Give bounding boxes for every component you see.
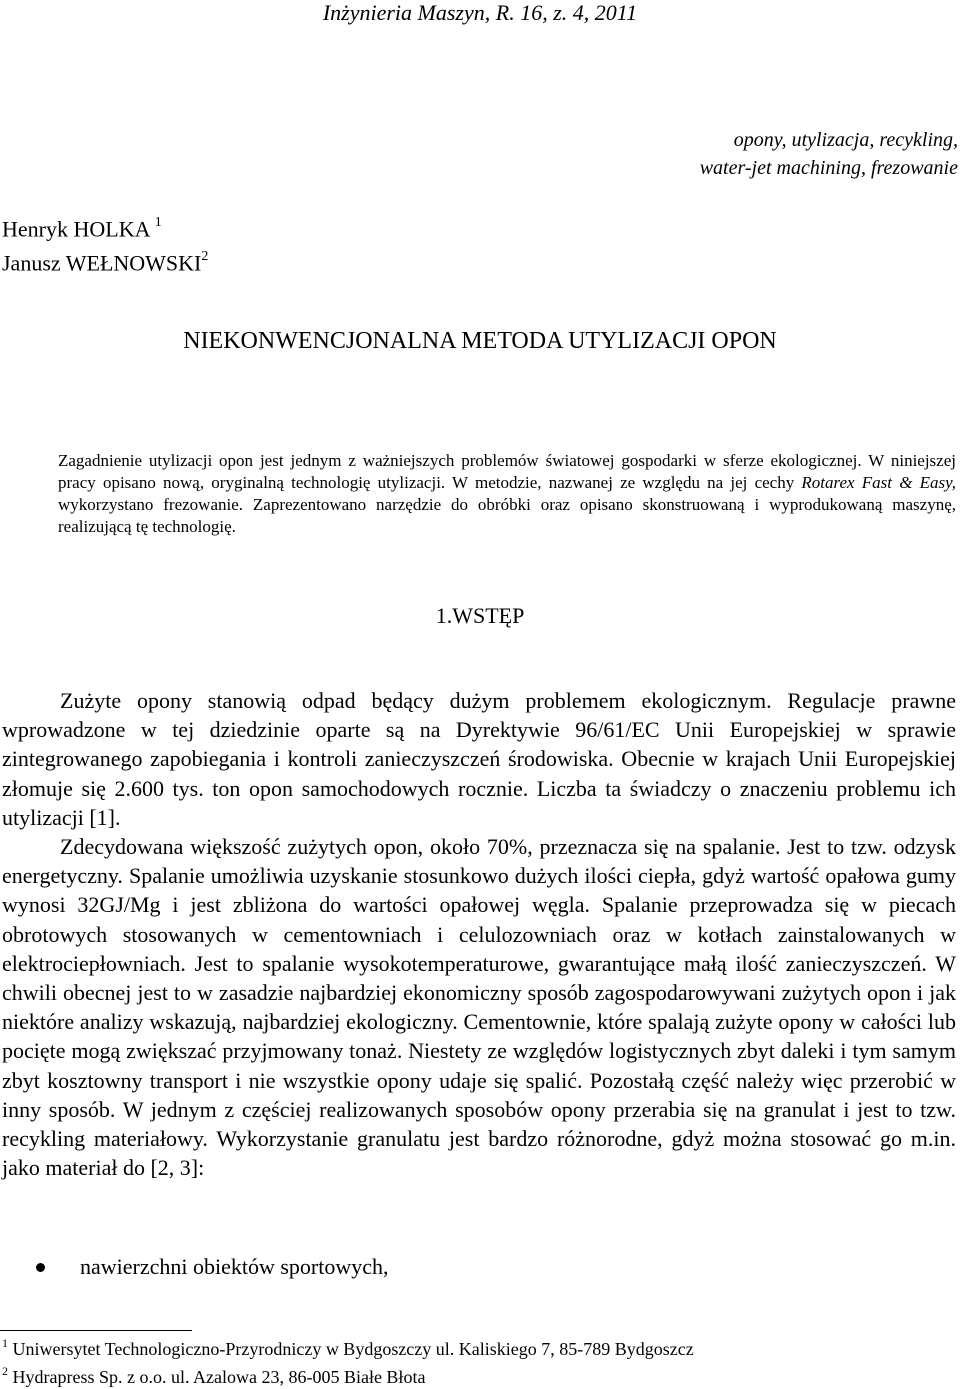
journal-header: Inżynieria Maszyn, R. 16, z. 4, 2011	[322, 0, 638, 25]
list-item-text: nawierzchni obiektów sportowych,	[80, 1254, 389, 1279]
author-name: Henryk HOLKA	[2, 216, 150, 242]
list-item	[32, 1252, 389, 1282]
keywords-line: water-jet machining, frezowanie	[699, 157, 958, 179]
section-body	[2, 686, 956, 1182]
author-list	[2, 210, 208, 279]
footnote	[2, 1361, 694, 1389]
bullet-list	[32, 1252, 389, 1282]
author-name: Janusz WEŁNOWSKI	[2, 250, 202, 276]
footnote-divider	[0, 1330, 192, 1331]
footnote	[2, 1333, 694, 1361]
author	[2, 244, 208, 278]
keywords-line: opony, utylizacja, recykling,	[733, 129, 958, 151]
section-heading: 1.WSTĘP	[435, 603, 525, 628]
paper-title: NIEKONWENCJONALNA METODA UTYLIZACJI OPON	[183, 328, 777, 354]
footnotes	[2, 1333, 694, 1389]
author	[2, 210, 208, 244]
keywords	[700, 126, 958, 182]
paragraph: Zużyte opony stanowią odpad będący dużym problemem ekologicznym. Regulacje prawne wprowadzone w tej dziedzinie oparte są na Dyrektywie 96/61/EC Unii Europejskiej w sprawie zintegrowanego zapobiegania i kontroli zanieczyszczeń środowiska. Obecnie w krajach Unii Europejskiej złomuje się 2.600 tys. ton opon samochodowych rocznie. Liczba ta świadczy o znaczeniu problemu ich utylizacji [1].	[2, 688, 956, 830]
footnote-mark: 2	[2, 1364, 8, 1378]
footnote-mark: 1	[2, 1336, 8, 1350]
abstract	[58, 450, 956, 538]
affiliation-mark: 1	[154, 215, 162, 230]
method-name: Rotarex Fast & Easy,	[801, 473, 956, 492]
footnote-text: Hydrapress Sp. z o.o. ul. Azalowa 23, 86-005 Białe Błota	[12, 1367, 426, 1387]
affiliation-mark: 2	[201, 249, 209, 265]
abstract-text: wykorzystano frezowanie. Zaprezentowano narzędzie do obróbki oraz opisano skonstruowaną i wyprodukowaną maszynę, realizującą tę technologię.	[58, 495, 956, 536]
footnote-text: Uniwersytet Technologiczno-Przyrodniczy w Bydgoszczy ul. Kaliskiego 7, 85-789 Bydgoszcz	[12, 1339, 694, 1359]
bullet-icon	[36, 1263, 45, 1272]
paragraph: Zdecydowana większość zużytych opon, około 70%, przeznacza się na spalanie. Jest to tzw. odzysk energetyczny. Spalanie umożliwia uzyskanie stosunkowo dużych ilości ciepła, gdyż wartość opałowa gumy wynosi 32GJ/Mg i jest zbliżona do wartości opałowej węgla. Spalanie przeprowadza się w piecach obrotowych stosowanych w cementowniach i celulozowniach oraz w kotłach zainstalowanych w elektrociepłowniach. Jest to spalanie wysokotemperaturowe, gwarantujące małą ilość zanieczyszczeń. W chwili obecnej jest to w zasadzie najbardziej ekonomiczny sposób zagospodarowywani zużytych opon i jak niektóre analizy wskazują, najbardziej ekologiczny. Cementownie, które spalają zużyte opony w całości lub pocięte mogą zwiększać przyjmowany tonaż. Niestety ze względów logistycznych zbyt daleki i tym samym zbyt kosztowny transport i nie wszystkie opony udaje się spalić. Pozostałą część należy więc przerobić w inny sposób. W jednym z częściej realizowanych sposobów opony przerabia się na granulat i jest to tzw. recykling materiałowy. Wykorzystanie granulatu jest bardzo różnorodne, gdyż można stosować go m.in. jako materiał do [2, 3]:	[2, 834, 956, 1181]
abstract-text: Zagadnienie utylizacji opon jest jednym z ważniejszych problemów światowej gospodarki w sferze ekologicznej. W niniejszej pracy opisano nową, oryginalną technologię utylizacji. W metodzie, nazwanej ze względu na jej cechy	[58, 451, 956, 492]
